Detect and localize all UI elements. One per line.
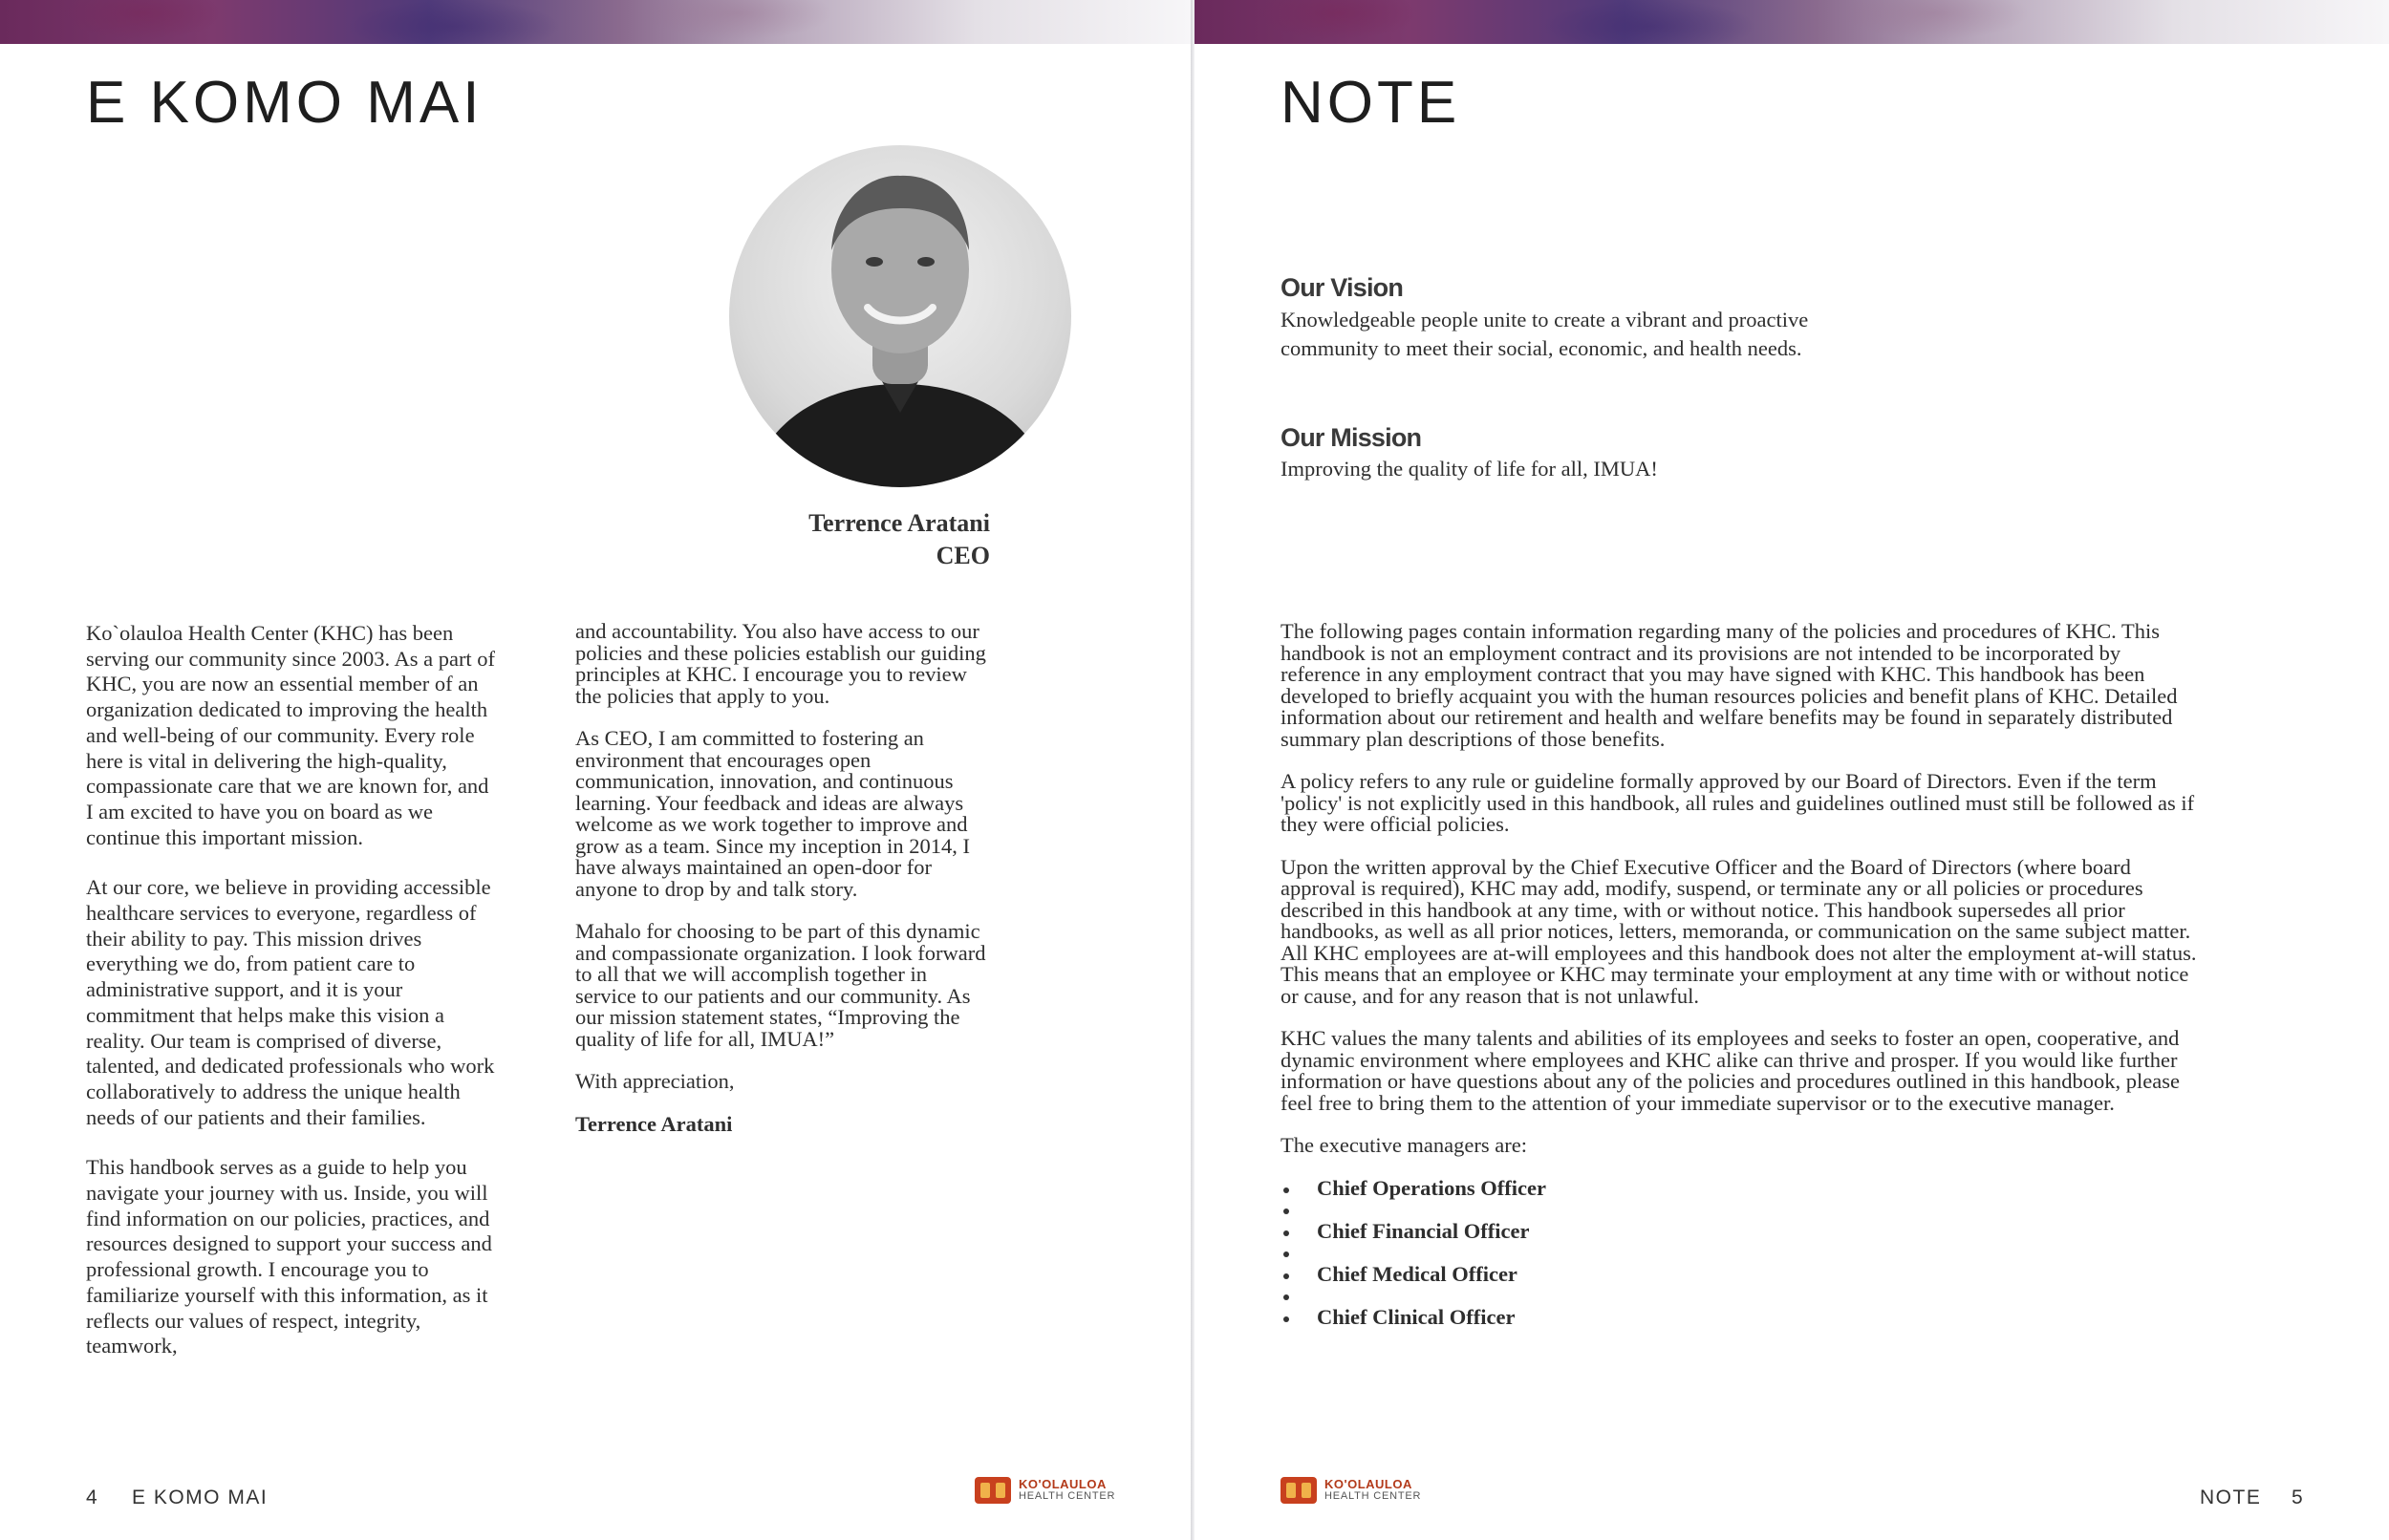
letter-column-1 bbox=[86, 621, 497, 1384]
letter-paragraph: As CEO, I am committed to fostering an environment that encourages open communication, innovation, and continuous learning. Your feedback and ideas are always welcome as we work together to improve and grow as a team. Since my inception in 2014, I have always maintained an open-door for anyone to drop by and talk story. bbox=[575, 726, 971, 901]
logo-icon bbox=[975, 1477, 1011, 1504]
mission-heading: Our Mission bbox=[1281, 423, 1422, 452]
page-title: E KOMO MAI bbox=[86, 70, 484, 136]
letter-paragraph: Ko`olauloa Health Center (KHC) has been serving our community since 2003. As a part of KHC, you are now an essential member of an organization dedicated to improving the health and well-being of our community. Every role here is vital in delivering the high-quality, compassionate care that we are known for, and I am excited to have you on board as we continue this important mission. bbox=[86, 621, 496, 849]
header-banner bbox=[1194, 0, 2389, 44]
executive-managers-list bbox=[1281, 1175, 2203, 1329]
letter-paragraph: Mahalo for choosing to be part of this dynamic and compassionate organization. I look forward to all that we will accomplish together in service to our patients and our community. As our mission statement states, “Improving the quality of life for all, IMUA!” bbox=[575, 919, 986, 1051]
list-item-empty bbox=[1281, 1285, 2203, 1307]
list-item-empty bbox=[1281, 1242, 2203, 1264]
footer-label: NOTE bbox=[2200, 1487, 2262, 1508]
note-paragraph: The following pages contain information regarding many of the policies and procedures of KHC. This handbook is not an employment contract and its provisions are not intended to be incorporated by reference in any employment contract that you may have signed with KHC. This handbook has been developed to briefly acquaint you with the human resources policies and benefit plans of KHC. Detailed information about our retirement and health and welfare benefits may be found in separately distributed summary plan descriptions of those benefits. bbox=[1281, 619, 2178, 751]
managers-intro: The executive managers are: bbox=[1281, 1133, 1527, 1157]
page-title: NOTE bbox=[1281, 70, 1461, 136]
khc-logo bbox=[1281, 1477, 1421, 1504]
left-page bbox=[0, 0, 1191, 1540]
logo-name: KO'OLAULOA bbox=[1324, 1477, 1412, 1491]
list-item: Chief Financial Officer bbox=[1281, 1221, 2203, 1243]
letter-closing: With appreciation, bbox=[575, 1069, 735, 1093]
mission-text: Improving the quality of life for all, IMUA! bbox=[1281, 457, 1658, 481]
ceo-name: Terrence Aratani bbox=[808, 509, 990, 537]
list-item-empty bbox=[1281, 1199, 2203, 1221]
note-paragraph: A policy refers to any rule or guideline formally approved by our Board of Directors. Even if the term 'policy' is not explicitly used in this handbook, all rules and guidelines outlined must still be followed as if they were official policies. bbox=[1281, 769, 2195, 836]
list-item: Chief Clinical Officer bbox=[1281, 1307, 2203, 1329]
logo-icon bbox=[1281, 1477, 1317, 1504]
signature: Terrence Aratani bbox=[575, 1111, 733, 1136]
ceo-title: CEO bbox=[936, 542, 990, 569]
vision-heading: Our Vision bbox=[1281, 273, 1404, 302]
logo-subtitle: HEALTH CENTER bbox=[1324, 1490, 1422, 1502]
logo-subtitle: HEALTH CENTER bbox=[1019, 1490, 1116, 1502]
header-banner bbox=[0, 0, 1191, 44]
vision-text: Knowledgeable people unite to create a vibrant and proactive community to meet their social, economic, and health needs. bbox=[1281, 308, 1809, 360]
list-item: Chief Operations Officer bbox=[1281, 1178, 2203, 1200]
right-page bbox=[1194, 0, 2389, 1540]
list-item: Chief Medical Officer bbox=[1281, 1264, 2203, 1286]
note-body bbox=[1281, 621, 2203, 1328]
page-number: 5 bbox=[2292, 1487, 2305, 1508]
note-paragraph: Upon the written approval by the Chief Executive Officer and the Board of Directors (where board approval is required), KHC may add, modify, suspend, or terminate any or all policies or procedures described in this handbook at any time, with or without notice. This handbook supersedes all prior handbooks, as well as all prior notices, letters, memoranda, or communication on the same subject matter. All KHC employees are at-will employees and this handbook does not alter the employment at-will status. This means that an employee or KHC may terminate your employment at any time with or without notice or cause, and for any reason that is not unlawful. bbox=[1281, 854, 2197, 1008]
note-paragraph: KHC values the many talents and abilities of its employees and seeks to foster an open, cooperative, and dynamic environment where employees and KHC alike can thrive and prosper. If you would like further information or have questions about any of the policies and procedures outlined in this handbook, please feel free to bring them to the attention of your immediate supervisor or to the executive manager. bbox=[1281, 1026, 2181, 1115]
ceo-photo bbox=[729, 145, 1071, 487]
khc-logo bbox=[975, 1477, 1115, 1504]
page-number: 4 bbox=[86, 1487, 99, 1508]
letter-column-2 bbox=[575, 621, 986, 1156]
logo-name: KO'OLAULOA bbox=[1019, 1477, 1107, 1491]
letter-paragraph: and accountability. You also have access to our policies and these policies establish our guiding principles at KHC. I encourage you to review the policies that apply to you. bbox=[575, 619, 986, 708]
footer-label: E KOMO MAI bbox=[132, 1487, 269, 1508]
letter-paragraph: This handbook serves as a guide to help you navigate your journey with us. Inside, you will find information on our policies, practices, and resources designed to support your success and professional growth. I encourage you to familiarize yourself with this information, as it reflects our values of respect, integrity, teamwork, bbox=[86, 1155, 492, 1358]
letter-paragraph: At our core, we believe in providing accessible healthcare services to everyone, regardless of their ability to pay. This mission drives everything we do, from patient care to administrative support, and it is your commitment that helps make this vision a reality. Our team is comprised of diverse, talented, and dedicated professionals who work collaboratively to address the unique health needs of our patients and their families. bbox=[86, 875, 495, 1129]
